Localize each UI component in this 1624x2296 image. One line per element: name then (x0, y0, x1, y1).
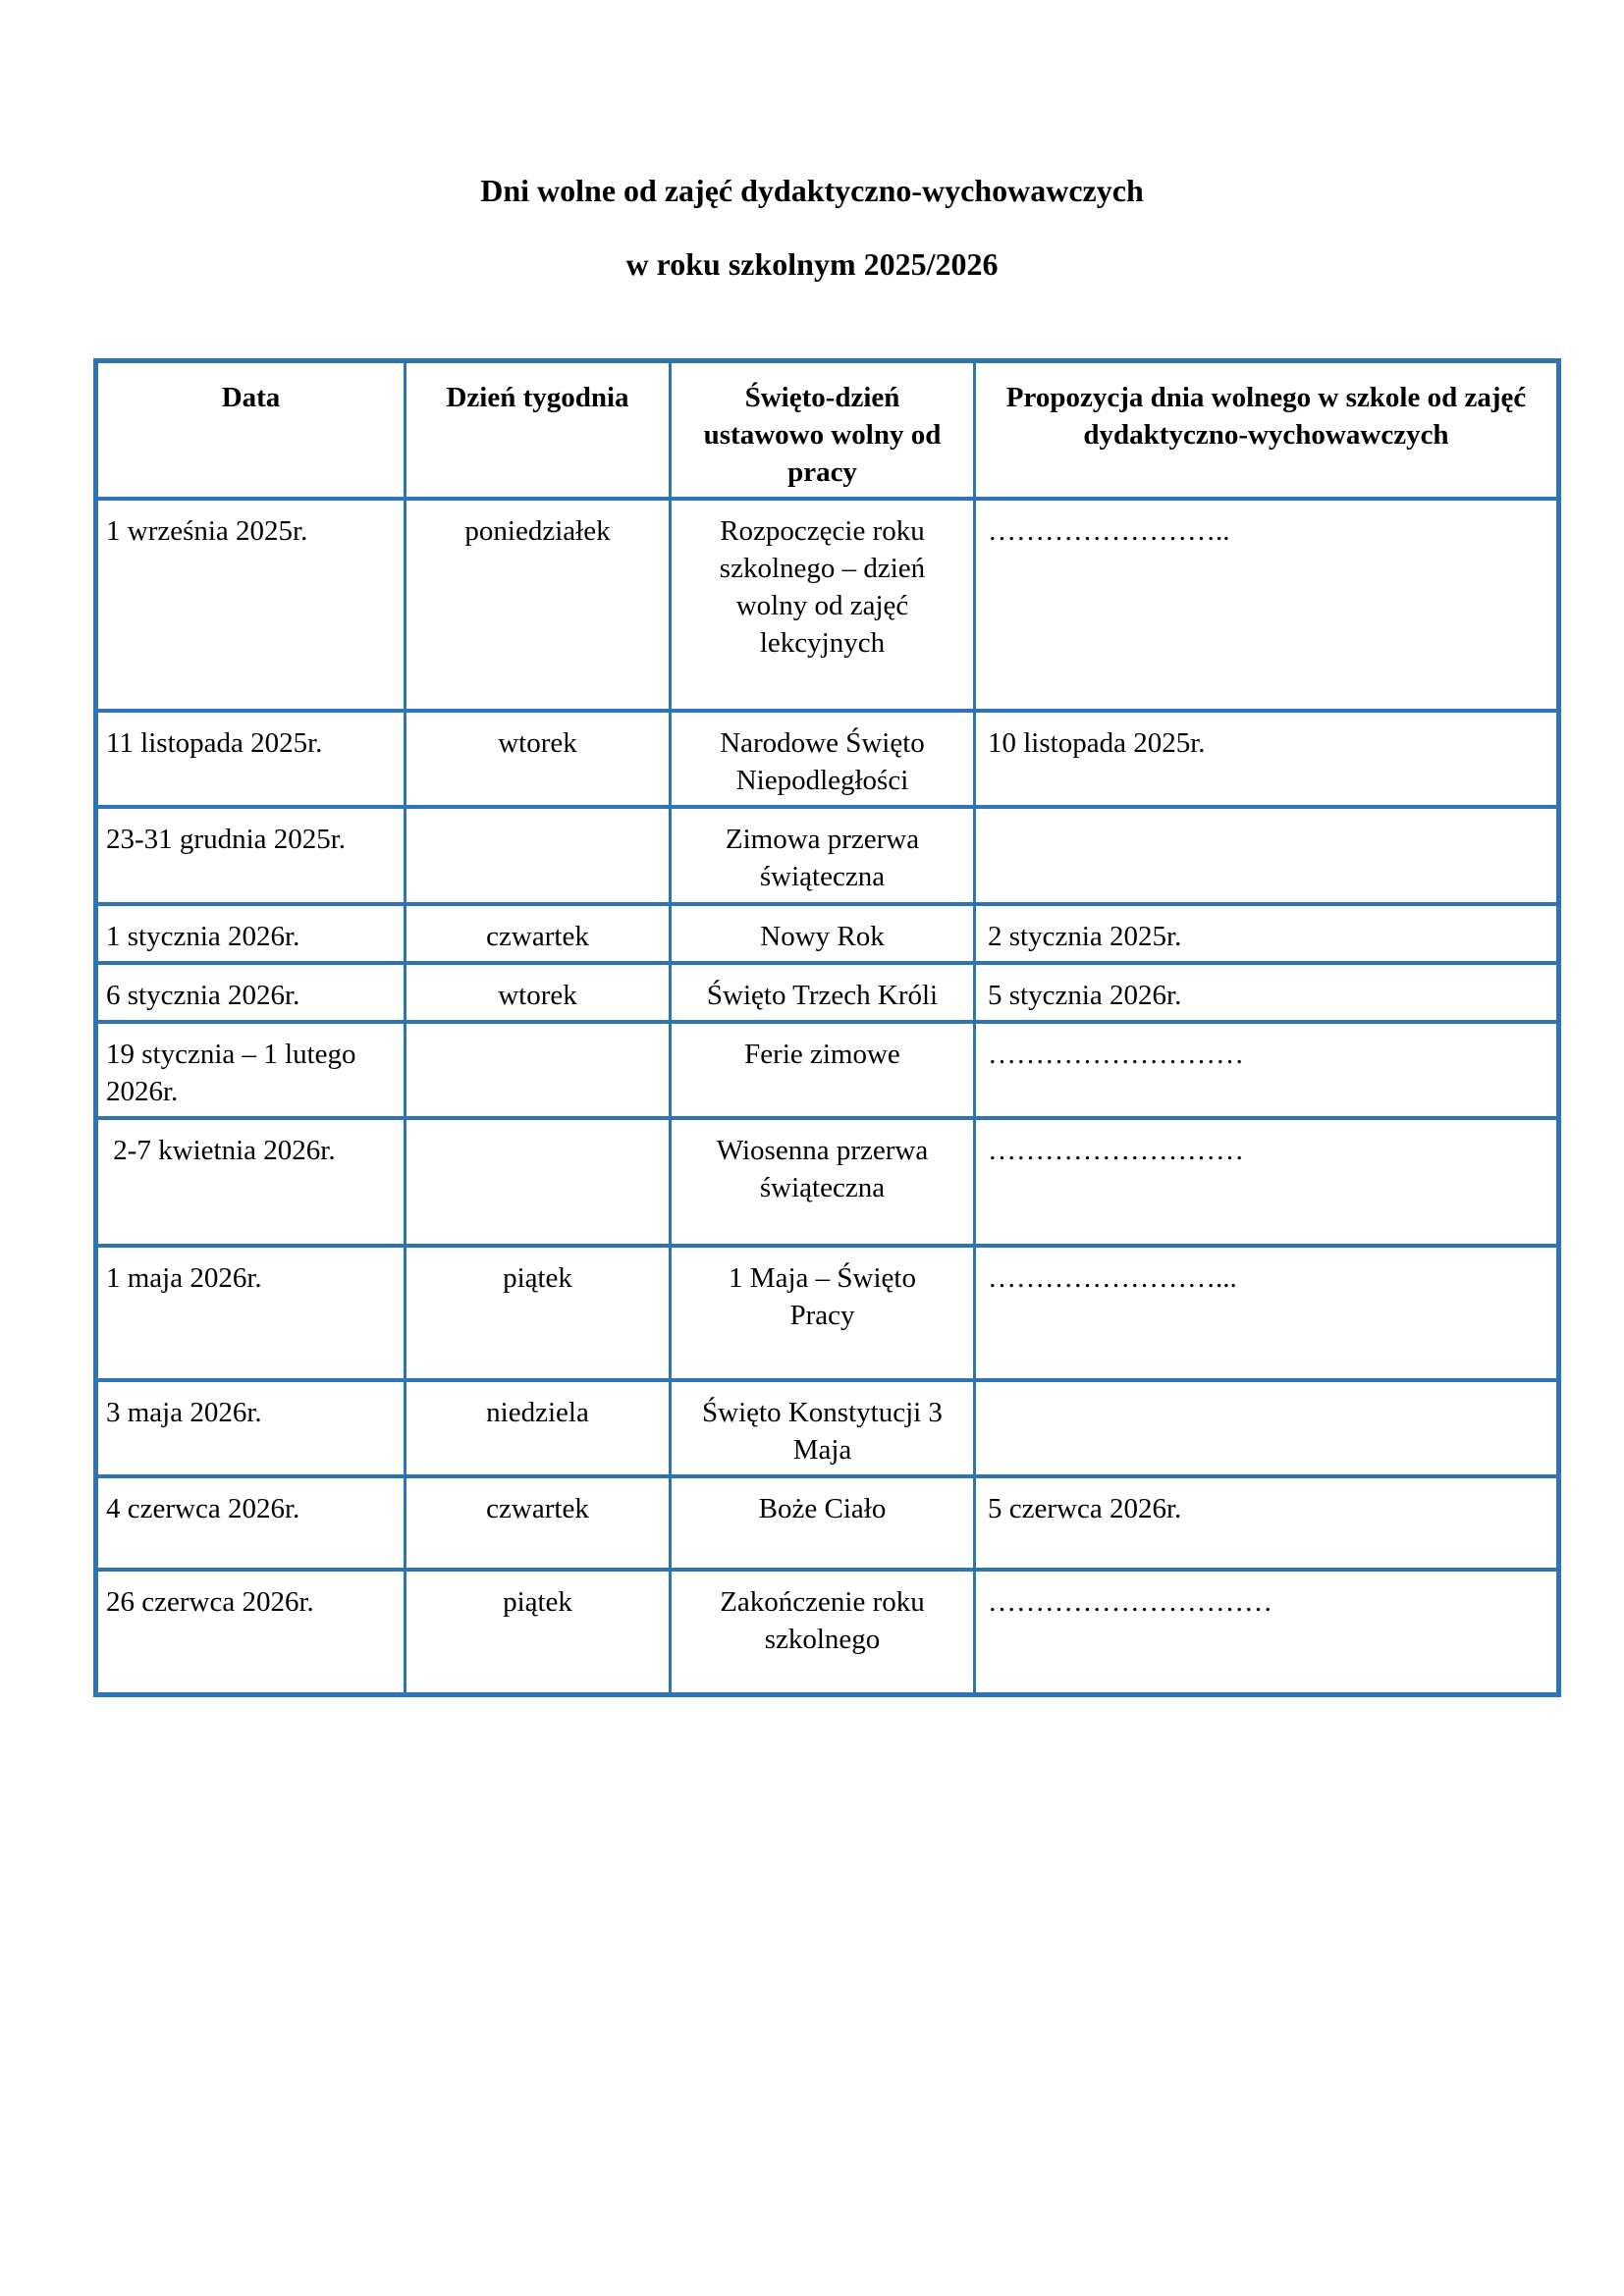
table-row (96, 963, 1559, 1022)
table-row (96, 807, 1559, 904)
table-header (96, 361, 1559, 500)
table-cell: wtorek (406, 963, 671, 1022)
table-body (96, 499, 1559, 1694)
table-cell: wtorek (406, 711, 671, 807)
table-row (96, 1022, 1559, 1118)
document-title-line-2: w roku szkolnym 2025/2026 (625, 246, 999, 282)
table-cell (406, 807, 671, 904)
table-cell: czwartek (406, 904, 671, 963)
table-cell: 6 stycznia 2026r. (96, 963, 406, 1022)
table-cell (975, 807, 1559, 904)
table-cell: piątek (406, 1246, 671, 1380)
table-cell: 5 stycznia 2026r. (975, 963, 1559, 1022)
table-cell: 3 maja 2026r. (96, 1380, 406, 1476)
table-row (96, 499, 1559, 711)
table-cell: Rozpoczęcie roku szkolnego – dzień wolny od zajęć lekcyjnych (671, 499, 975, 711)
days-off-table (93, 358, 1561, 1697)
table-cell (406, 1022, 671, 1118)
table-cell: ……………………... (975, 1246, 1559, 1380)
header-cell-holiday: Święto-dzień ustawowo wolny od pracy (671, 361, 975, 500)
header-cell-day-of-week: Dzień tygodnia (406, 361, 671, 500)
table-cell (406, 1118, 671, 1246)
table-cell: Wiosenna przerwa świąteczna (671, 1118, 975, 1246)
table-cell: 5 czerwca 2026r. (975, 1476, 1559, 1570)
document-title-line-1: Dni wolne od zajęć dydaktyczno-wychowawczych (480, 173, 1144, 208)
table-cell: 11 listopada 2025r. (96, 711, 406, 807)
table-row (96, 1246, 1559, 1380)
table-cell: …………………….. (975, 499, 1559, 711)
table-cell: 2 stycznia 2025r. (975, 904, 1559, 963)
table-row (96, 1380, 1559, 1476)
table-cell: Święto Konstytucji 3 Maja (671, 1380, 975, 1476)
table-cell: ……………………… (975, 1022, 1559, 1118)
table-row (96, 1570, 1559, 1694)
table-cell: ………………………… (975, 1570, 1559, 1694)
table-row (96, 904, 1559, 963)
table-cell: 1 maja 2026r. (96, 1246, 406, 1380)
table-cell: 2-7 kwietnia 2026r. (96, 1118, 406, 1246)
table-cell: 23-31 grudnia 2025r. (96, 807, 406, 904)
table-cell: ……………………… (975, 1118, 1559, 1246)
table-cell (975, 1380, 1559, 1476)
table-cell: Nowy Rok (671, 904, 975, 963)
table-cell: czwartek (406, 1476, 671, 1570)
table-cell: 4 czerwca 2026r. (96, 1476, 406, 1570)
table-row (96, 1118, 1559, 1246)
table-cell: 19 stycznia – 1 lutego 2026r. (96, 1022, 406, 1118)
table-cell: niedziela (406, 1380, 671, 1476)
table-cell: 1 stycznia 2026r. (96, 904, 406, 963)
table-cell: Boże Ciało (671, 1476, 975, 1570)
table-cell: Narodowe Święto Niepodległości (671, 711, 975, 807)
table-cell: poniedziałek (406, 499, 671, 711)
table-cell: piątek (406, 1570, 671, 1694)
header-cell-data: Data (96, 361, 406, 500)
table-row (96, 711, 1559, 807)
table-row (96, 1476, 1559, 1570)
table-cell: 1 września 2025r. (96, 499, 406, 711)
table-cell: 10 listopada 2025r. (975, 711, 1559, 807)
document-title (0, 173, 1624, 282)
table-cell: 26 czerwca 2026r. (96, 1570, 406, 1694)
table-cell: Zakończenie roku szkolnego (671, 1570, 975, 1694)
table-cell: Ferie zimowe (671, 1022, 975, 1118)
table-cell: 1 Maja – Święto Pracy (671, 1246, 975, 1380)
table-cell: Święto Trzech Króli (671, 963, 975, 1022)
table-header-row (96, 361, 1559, 500)
table-cell: Zimowa przerwa świąteczna (671, 807, 975, 904)
header-cell-proposal: Propozycja dnia wolnego w szkole od zajęć dydaktyczno-wychowawczych (975, 361, 1559, 500)
